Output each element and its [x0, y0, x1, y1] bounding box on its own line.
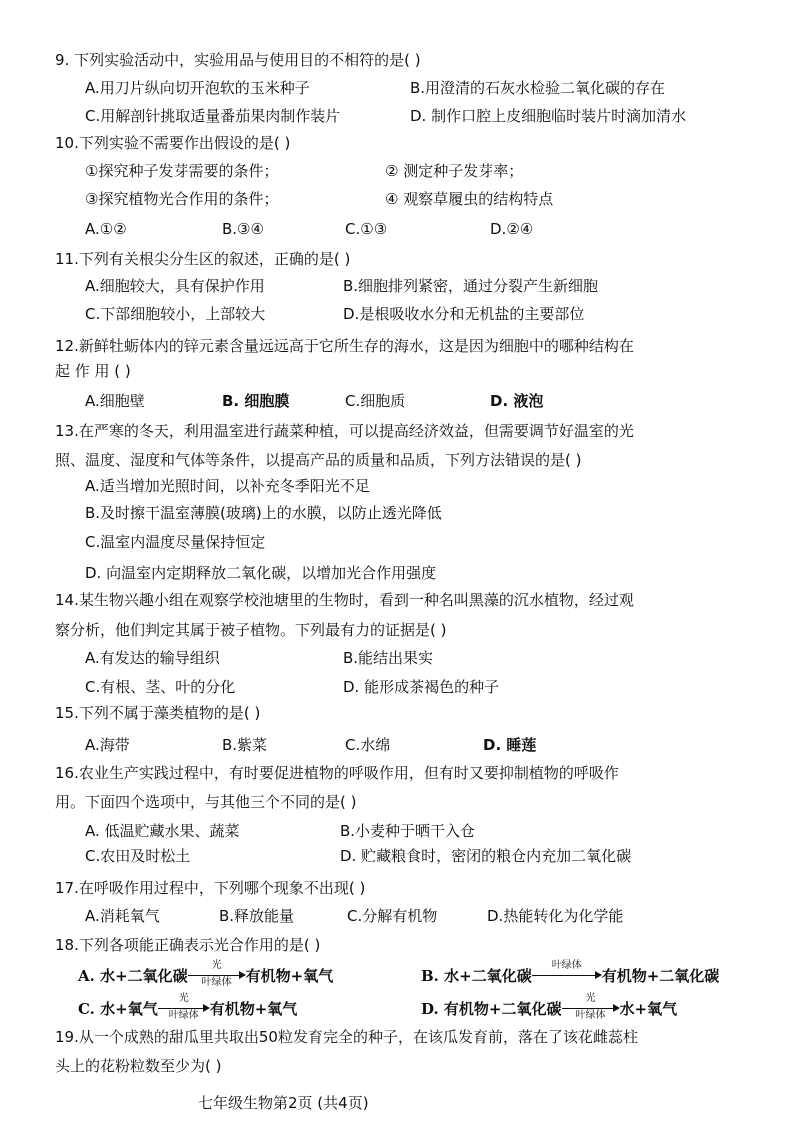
- q12-option-d: D. 液泡: [490, 392, 544, 410]
- q18-b-products: 有机物+二氧化碳: [601, 966, 720, 985]
- q18-a-reactants: A. 水+二氧化碳: [78, 966, 188, 985]
- q15-option-b: B.紫菜: [222, 736, 268, 754]
- q16-option-c: C.农田及时松土: [85, 847, 191, 865]
- q10-item-1: ①探究种子发芽需要的条件；: [85, 162, 279, 180]
- q19-stem-line1: 19.从一个成熟的甜瓜里共取出50粒发育完全的种子，在该瓜发育前，落在了该花雌蕊柱: [55, 1028, 638, 1046]
- q9-stem: 9. 下列实验活动中，实验用品与使用目的不相符的是( ): [55, 51, 421, 69]
- q18-b-condition-top: 叶绿体: [551, 960, 582, 971]
- q17-option-d: D.热能转化为化学能: [487, 907, 624, 925]
- q18-option-b: [421, 960, 719, 990]
- q13-option-a: A.适当增加光照时间，以补充冬季阳光不足: [85, 477, 370, 495]
- q19-stem-line2: 头上的花粉粒数至少为( ): [55, 1057, 222, 1075]
- q18-option-d: [421, 993, 677, 1023]
- q18-b-reactants: B. 水+二氧化碳: [421, 966, 532, 985]
- q10-option-c: C.①③: [345, 220, 388, 238]
- q18-c-condition-top: 光: [178, 993, 189, 1004]
- q11-option-b: B.细胞排列紧密，通过分裂产生新细胞: [343, 277, 599, 295]
- q18-option-c: [78, 993, 297, 1023]
- q14-option-b: B.能结出果实: [343, 649, 434, 667]
- reaction-arrow-icon: [188, 960, 246, 990]
- q16-stem-line2: 用。下面四个选项中，与其他三个不同的是( ): [55, 793, 357, 811]
- q14-option-a: A.有发达的输导组织: [85, 649, 220, 667]
- q17-stem: 17.在呼吸作用过程中，下列哪个现象不出现( ): [55, 879, 366, 897]
- q14-stem-line2: 察分析，他们判定其属于被子植物。下列最有力的证据是( ): [55, 621, 447, 639]
- q11-stem: 11.下列有关根尖分生区的叙述，正确的是( ): [55, 250, 351, 268]
- q18-d-condition-bottom: 叶绿体: [575, 1010, 606, 1021]
- q13-option-b: B.及时擦干温室薄膜(玻璃)上的水膜，以防止透光降低: [85, 504, 442, 522]
- q16-stem-line1: 16.农业生产实践过程中，有时要促进植物的呼吸作用，但有时又要抑制植物的呼吸作: [55, 764, 619, 782]
- q18-option-a: [78, 960, 333, 990]
- q9-option-c: C.用解剖针挑取适量番茄果肉制作装片: [85, 107, 341, 125]
- q18-d-condition-top: 光: [585, 993, 596, 1004]
- q15-option-a: A.海带: [85, 736, 130, 754]
- reaction-arrow-icon: [158, 993, 210, 1023]
- q11-option-c: C.下部细胞较小，上部较大: [85, 305, 266, 323]
- q10-option-a: A.①②: [85, 220, 127, 238]
- q18-d-products: 水+氧气: [619, 999, 678, 1018]
- q11-option-a: A.细胞较大，具有保护作用: [85, 277, 265, 295]
- q14-option-d: D. 能形成茶褐色的种子: [343, 678, 500, 696]
- q12-option-c: C.细胞质: [345, 392, 406, 410]
- q15-stem: 15.下列不属于藻类植物的是( ): [55, 704, 261, 722]
- q13-option-c: C.温室内温度尽量保持恒定: [85, 533, 266, 551]
- q10-item-3: ③探究植物光合作用的条件；: [85, 190, 279, 208]
- q14-option-c: C.有根、茎、叶的分化: [85, 678, 236, 696]
- q18-a-products: 有机物+氧气: [245, 966, 334, 985]
- reaction-arrow-icon: [562, 993, 620, 1023]
- reaction-arrow-icon: [532, 960, 602, 990]
- q18-c-condition-bottom: 叶绿体: [168, 1010, 199, 1021]
- q18-a-condition-top: 光: [211, 960, 222, 971]
- q9-option-b: B.用澄清的石灰水检验二氧化碳的存在: [410, 79, 666, 97]
- q18-stem: 18.下列各项能正确表示光合作用的是( ): [55, 936, 321, 954]
- q16-option-d: D. 贮藏粮食时，密闭的粮仓内充加二氧化碳: [340, 847, 632, 865]
- q11-option-d: D.是根吸收水分和无机盐的主要部位: [343, 305, 585, 323]
- q18-d-reactants: D. 有机物+二氧化碳: [421, 999, 562, 1018]
- page-footer: 七年级生物第2页 (共4页): [198, 1094, 369, 1112]
- q13-stem-line1: 13.在严寒的冬天，利用温室进行蔬菜种植，可以提高经济效益，但需要调节好温室的光: [55, 422, 634, 440]
- q17-option-b: B.释放能量: [219, 907, 295, 925]
- q10-item-2: ② 测定种子发芽率；: [385, 162, 524, 180]
- q16-option-a: A. 低温贮藏水果、蔬菜: [85, 822, 240, 840]
- q12-option-a: A.细胞壁: [85, 392, 145, 410]
- q10-item-4: ④ 观察草履虫的结构特点: [385, 190, 554, 208]
- q16-option-b: B.小麦种于晒干入仓: [340, 822, 476, 840]
- q12-stem-line1: 12.新鲜牡蛎体内的锌元素含量远远高于它所生存的海水，这是因为细胞中的哪种结构在: [55, 337, 634, 355]
- q10-option-b: B.③④: [222, 220, 264, 238]
- q18-c-products: 有机物+氧气: [209, 999, 298, 1018]
- q15-option-c: C.水绵: [345, 736, 391, 754]
- q9-option-d: D. 制作口腔上皮细胞临时装片时滴加清水: [410, 107, 687, 125]
- q10-stem: 10.下列实验不需要作出假设的是( ): [55, 134, 291, 152]
- q15-option-d: D. 睡莲: [483, 736, 537, 754]
- q13-option-d: D. 向温室内定期释放二氧化碳，以增加光合作用强度: [85, 564, 437, 582]
- q10-option-d: D.②④: [490, 220, 534, 238]
- q12-stem-line2: 起 作 用 ( ): [55, 362, 131, 380]
- q17-option-c: C.分解有机物: [347, 907, 438, 925]
- q18-c-reactants: C. 水+氧气: [78, 999, 158, 1018]
- q17-option-a: A.消耗氧气: [85, 907, 160, 925]
- q9-option-a: A.用刀片纵向切开泡软的玉米种子: [85, 79, 310, 97]
- q14-stem-line1: 14.某生物兴趣小组在观察学校池塘里的生物时，看到一种名叫黑藻的沉水植物，经过观: [55, 591, 634, 609]
- q18-a-condition-bottom: 叶绿体: [201, 977, 232, 988]
- q13-stem-line2: 照、温度、湿度和气体等条件，以提高产品的质量和品质，下列方法错误的是( ): [55, 451, 582, 469]
- q12-option-b: B. 细胞膜: [222, 392, 290, 410]
